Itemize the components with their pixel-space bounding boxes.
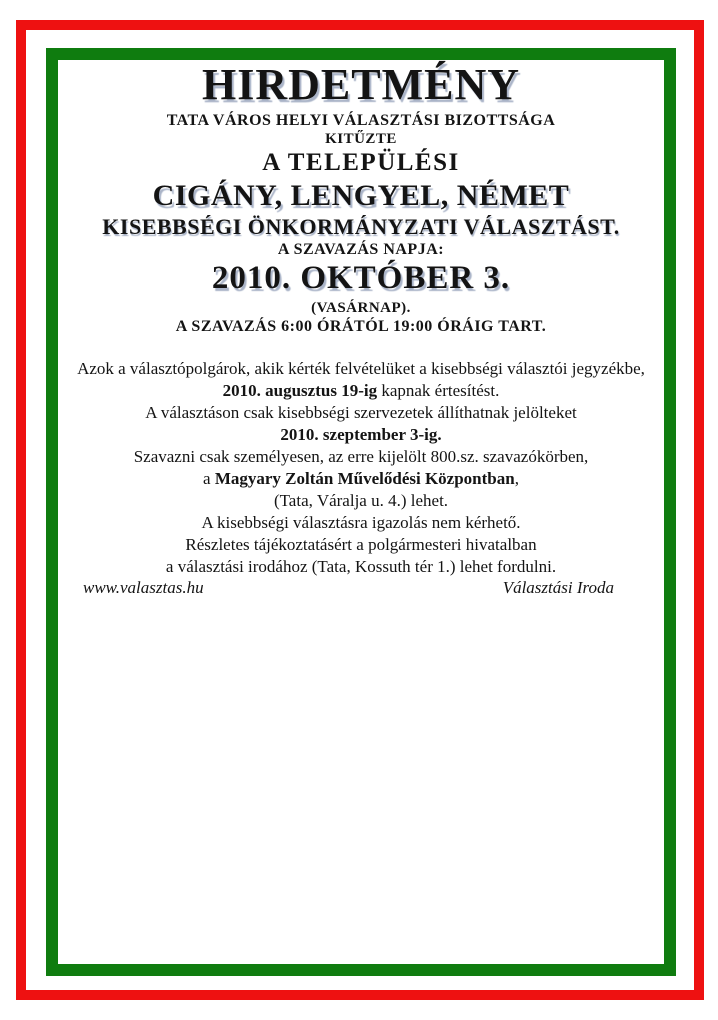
location-line2-suffix: , [514,469,519,489]
election-type-line: KISEBBSÉGI ÖNKORMÁNYZATI VÁLASZTÁST. [102,213,620,239]
paragraph-polling-location [58,446,664,512]
footer [58,578,664,598]
issuing-committee-line: TATA VÁROS HELYI VÁLASZTÁSI BIZOTTSÁGA [166,111,556,129]
notice-title: HIRDETMÉNY [201,60,521,109]
voting-hours-line: A SZAVAZÁS 6:00 ÓRÁTÓL 19:00 ÓRÁIG TART. [175,317,547,335]
info-line2: a választási irodához (Tata, Kossuth tér 1.) lehet fordulni. [165,557,557,577]
announcement-verb-line: KITŰZTE [325,130,397,147]
settlement-label-line: A TELEPÜLÉSI [262,148,460,176]
paragraph-certificate-rule: A kisebbségi választásra igazolás nem kérhető. [201,513,521,533]
registry-line1: Azok a választópolgárok, akik kérték felvételüket a kisebbségi választói jegyzékbe, [77,359,645,379]
voting-day-label: A SZAVAZÁS NAPJA: [277,241,445,259]
minority-list-line: CIGÁNY, LENGYEL, NÉMET [152,178,570,212]
location-line1: Szavazni csak személyesen, az erre kijelölt 800.sz. szavazókörben, [133,447,589,467]
candidates-line1: A választáson csak kisebbségi szervezetek állíthatnak jelölteket [145,403,577,423]
website-text: www.valasztas.hu [83,578,204,598]
weekday-line: (VASÁRNAP). [311,299,411,316]
registry-deadline: 2010. augusztus 19-ig [222,381,378,401]
paragraph-information [58,534,664,578]
voting-date: 2010. OKTÓBER 3. [211,260,511,297]
inner-green-border [46,48,676,976]
location-line2-prefix: a [203,469,215,489]
location-venue: Magyary Zoltán Művelődési Központban [214,469,515,489]
registry-line2-rest: kapnak értesítést. [377,381,500,401]
outer-red-border [16,20,704,1000]
info-line1: Részletes tájékoztatásért a polgármesteri hivatalban [185,535,537,555]
notice-body [58,60,664,964]
candidates-deadline: 2010. szeptember 3-ig. [280,425,442,445]
paragraph-candidate-deadline [58,402,664,446]
location-line3: (Tata, Váralja u. 4.) lehet. [273,491,449,511]
election-office-signature: Választási Iroda [502,578,614,598]
paragraph-registry-notice [58,358,664,402]
